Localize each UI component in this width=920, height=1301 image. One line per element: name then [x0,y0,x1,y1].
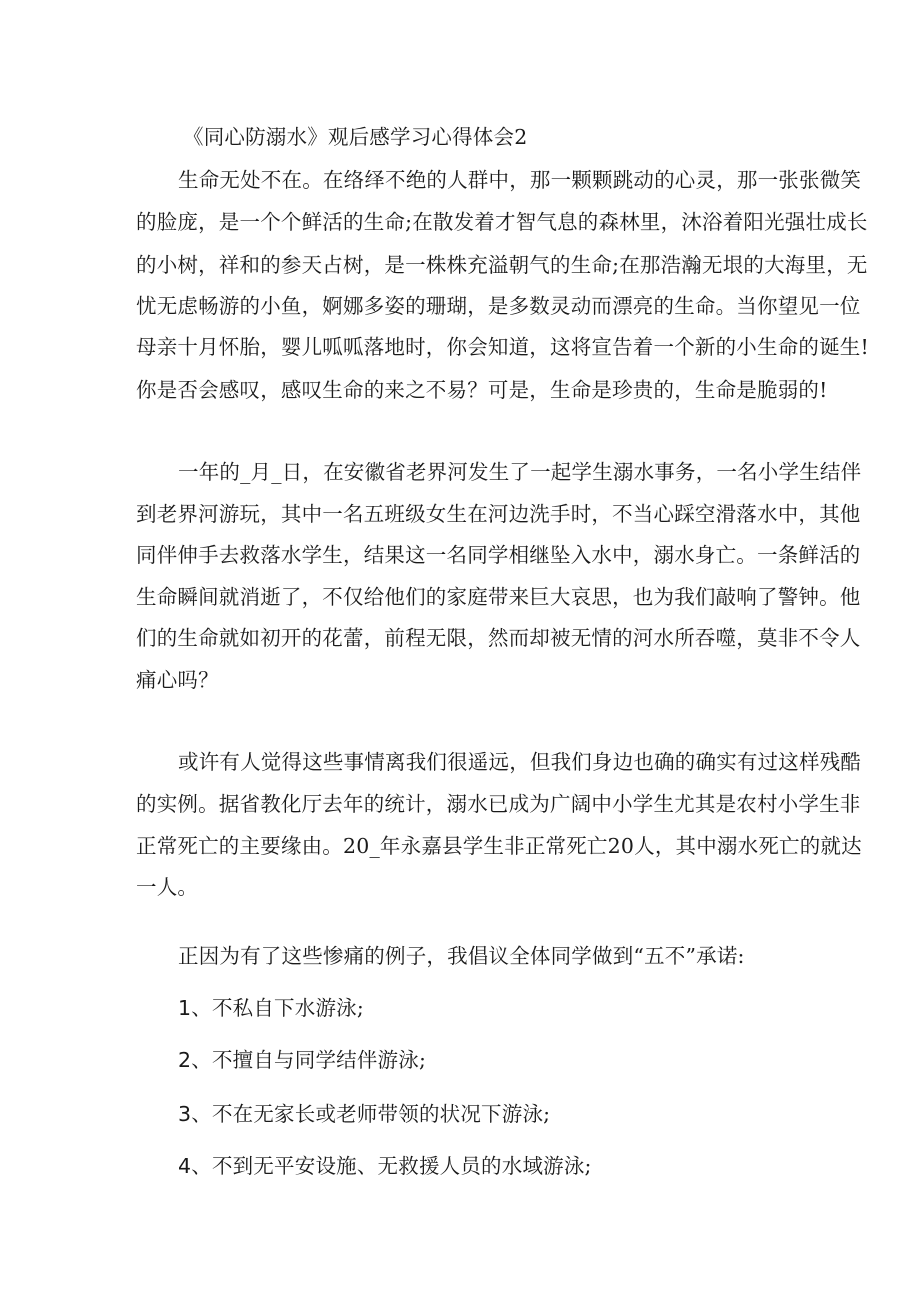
paragraph-line: 一年的_月_日，在安徽省老界河发生了一起学生溺水事务，一名小学生结伴 [178,460,862,484]
pledge-number: 1 [178,996,192,1020]
paragraph-line: 或许有人觉得这些事情离我们很遥远，但我们身边也确的确实有过这样残酷 [178,750,862,774]
paragraph-line: 到老界河游玩，其中一名五班级女生在河边洗手时，不当心踩空滑落水中，其他 [136,502,861,526]
paragraph-line: 生命瞬间就消逝了，不仅给他们的家庭带来巨大哀思，也为我们敲响了警钟。他 [136,585,861,609]
pledge-text: 不私自下水游泳; [211,996,364,1020]
paragraph-line: 的实例。据省教化厅去年的统计，溺水已成为广阔中小学生尤其是农村小学生非 [136,792,861,816]
paragraph-line: 痛心吗？ [136,668,219,692]
pledge-separator: 、 [191,1048,212,1072]
pledge-separator: 、 [191,1154,212,1178]
pledge-number: 4 [178,1154,192,1178]
paragraph-line: 的脸庞，是一个个鲜活的生命;在散发着才智气息的森林里，沐浴着阳光强壮成长 [136,210,868,234]
paragraph-line: 忧无虑畅游的小鱼，婀娜多姿的珊瑚，是多数灵动而漂亮的生命。当你望见一位 [136,294,861,318]
pledge-text: 不在无家长或老师带领的状况下游泳; [211,1102,551,1126]
pledge-separator: 、 [191,996,212,1020]
paragraph-line: 正常死亡的主要缘由。20_年永嘉县学生非正常死亡20人，其中溺水死亡的就达 [136,834,862,858]
paragraph-line: 同伴伸手去救落水学生，结果这一名同学相继坠入水中，溺水身亡。一条鲜活的 [136,543,861,567]
pledge-separator: 、 [191,1102,212,1126]
paragraph-line: 母亲十月怀胎，婴儿呱呱落地时，你会知道，这将宣告着一个新的小生命的诞生! [136,335,869,359]
paragraph-line: 的小树，祥和的参天占树，是一株株充溢朝气的生命;在那浩瀚无垠的大海里，无 [136,253,868,277]
pledge-text: 不擅自与同学结伴游泳; [211,1048,427,1072]
pledge-item [178,994,796,1022]
paragraph-line: 你是否会感叹，感叹生命的来之不易？可是，生命是珍贵的，生命是脆弱的! [136,378,828,402]
pledge-number: 3 [178,1102,192,1126]
pledge-text: 不到无平安设施、无救援人员的水域游泳; [211,1154,592,1178]
paragraph-line: 生命无处不在。在络绎不绝的人群中，那一颗颗跳动的心灵，那一张张微笑 [178,168,862,192]
document-title: 《同心防溺水》观后感学习心得体会2 [183,125,528,149]
pledge-item [178,1152,796,1180]
pledge-item [178,1100,796,1128]
pledge-number: 2 [178,1048,192,1072]
paragraph-line: 们的生命就如初开的花蕾，前程无限，然而却被无情的河水所吞噬，莫非不令人 [136,626,861,650]
paragraph-line: 正因为有了这些惨痛的例子，我倡议全体同学做到“五不”承诺: [178,944,745,968]
pledge-item [178,1046,796,1074]
paragraph-line: 一人。 [136,875,199,899]
